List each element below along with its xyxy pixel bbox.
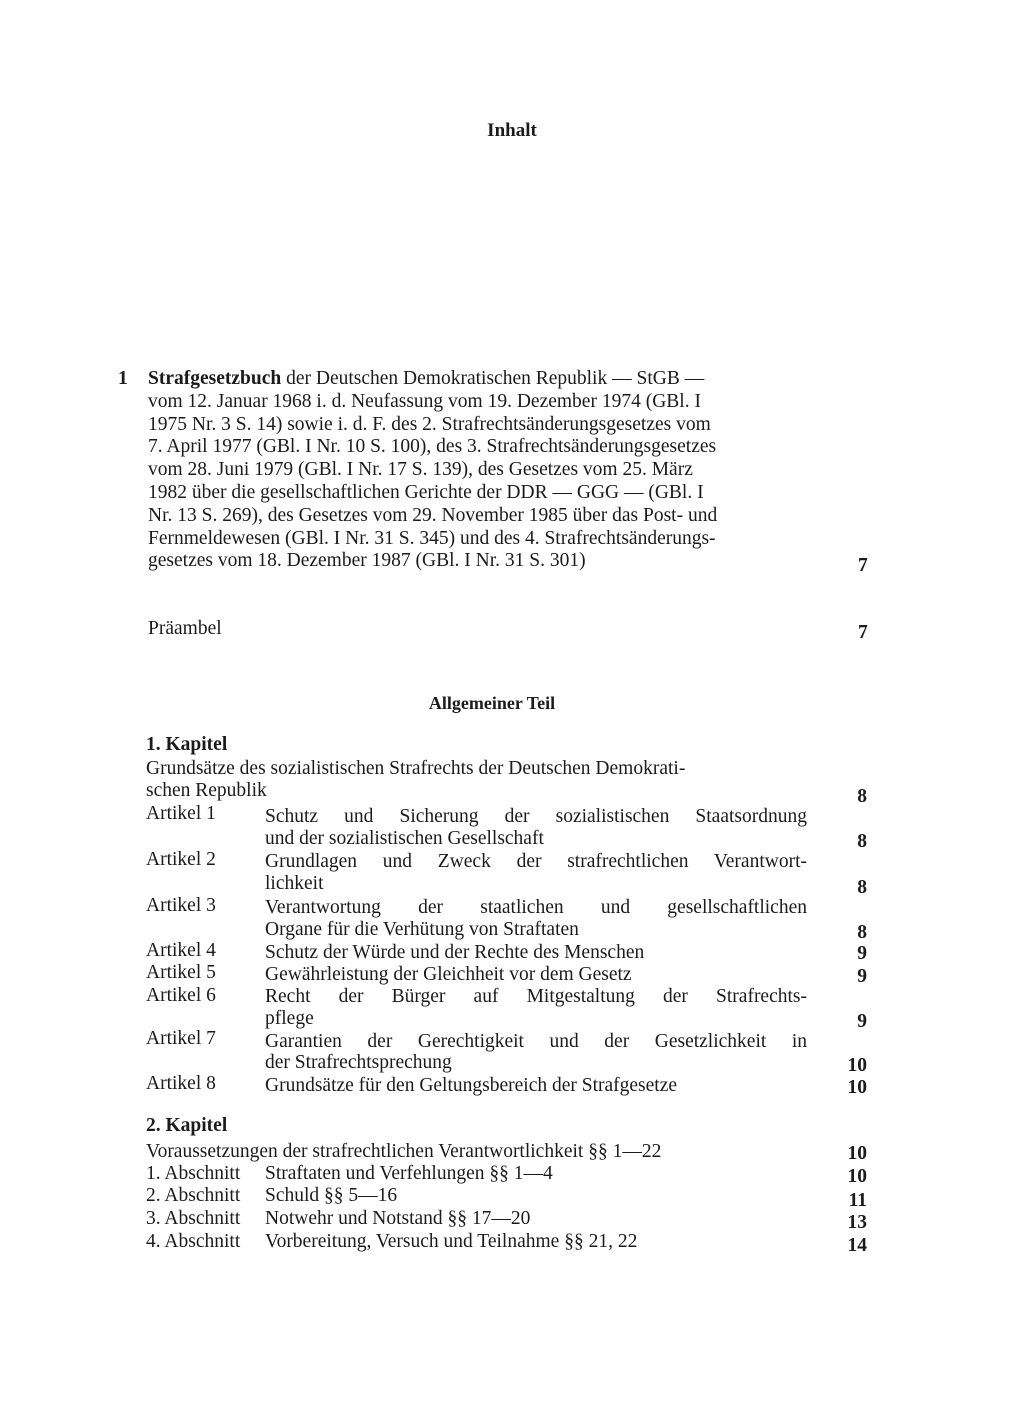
section-label: 3. Abschnitt	[146, 1208, 241, 1229]
page-number: 10	[847, 1055, 867, 1076]
page-number: 8	[857, 786, 867, 807]
article-title-line: pflege	[265, 1008, 314, 1029]
article-label: Artikel 2	[146, 849, 216, 870]
article-label: Artikel 8	[146, 1073, 216, 1094]
page-number: 9	[857, 943, 867, 964]
entry-line: 7. April 1977 (GBl. I Nr. 10 S. 100), des 3. Strafrechtsänderungsgesetzes	[148, 436, 717, 458]
page-number: 9	[857, 966, 867, 987]
section-label: 1. Abschnitt	[146, 1163, 241, 1184]
article-title-line: Schutz der Würde und der Rechte des Menschen	[265, 942, 645, 963]
article-title-line: Schutz und Sicherung der sozialistischen Staatsordnung	[265, 806, 807, 827]
section-label: 2. Abschnitt	[146, 1185, 241, 1206]
section-title: Notwehr und Notstand §§ 17—20	[265, 1208, 531, 1229]
chapter-title-line: schen Republik	[146, 780, 267, 801]
article-label: Artikel 5	[146, 962, 216, 983]
entry-line: 1975 Nr. 3 S. 14) sowie i. d. F. des 2. Strafrechtsänderungsgesetzes vom	[148, 413, 711, 435]
article-title-line: Grundsätze für den Geltungsbereich der Strafgesetze	[265, 1075, 678, 1096]
article-title-line: und der sozialistischen Gesellschaft	[265, 828, 544, 849]
page-number: 10	[847, 1143, 867, 1164]
chapter-title-line: Voraussetzungen der strafrechtlichen Verantwortlichkeit §§ 1—22	[146, 1141, 662, 1162]
page-number: 9	[857, 1011, 867, 1032]
article-title-line: Organe für die Verhütung von Straftaten	[265, 919, 579, 940]
page-number: 13	[847, 1212, 867, 1233]
page-number: 8	[857, 922, 867, 943]
chapter-heading: 1. Kapitel	[146, 734, 228, 755]
entry-line: 1982 über die gesellschaftlichen Gerichte der DDR — GGG — (GBl. I	[148, 481, 704, 503]
section-label: 4. Abschnitt	[146, 1231, 241, 1252]
page-number: 8	[857, 877, 867, 898]
chapter-heading: 2. Kapitel	[146, 1115, 228, 1136]
page-number: 14	[847, 1235, 867, 1256]
entry-text	[148, 368, 816, 573]
entry-line: vom 12. Januar 1968 i. d. Neufassung vom 19. Dezember 1974 (GBl. I	[148, 390, 701, 412]
entry-line: Strafgesetzbuch der Deutschen Demokratischen Republik — StGB —	[148, 368, 705, 389]
section-title: Vorbereitung, Versuch und Teilnahme §§ 21, 22	[265, 1231, 638, 1252]
article-label: Artikel 1	[146, 803, 216, 824]
page-number: 10	[847, 1077, 867, 1098]
article-title-line: Verantwortung der staatlichen und gesellschaftlichen	[265, 897, 807, 918]
page-number: 7	[858, 555, 868, 576]
article-title-line: der Strafrechtsprechung	[265, 1052, 452, 1073]
article-title-line: Gewährleistung der Gleichheit vor dem Gesetz	[265, 964, 632, 985]
entry-line: Nr. 13 S. 269), des Gesetzes vom 29. November 1985 über das Post- und	[148, 504, 718, 526]
toc-entry-praeambel: Präambel	[148, 618, 222, 639]
article-title-line: Grundlagen und Zweck der strafrechtlichen Verantwort-	[265, 851, 807, 872]
page-title: Inhalt	[487, 120, 537, 141]
part-title: Allgemeiner Teil	[428, 693, 556, 713]
page-number: 10	[847, 1166, 867, 1187]
article-label: Artikel 3	[146, 895, 216, 916]
article-title-line: Recht der Bürger auf Mitgestaltung der Strafrechts-	[265, 986, 807, 1007]
entry-number: 1	[118, 368, 128, 389]
article-title-line: lichkeit	[265, 873, 324, 894]
page-number: 7	[858, 622, 868, 643]
article-label: Artikel 7	[146, 1028, 216, 1049]
page-number: 8	[857, 831, 867, 852]
section-title: Schuld §§ 5—16	[265, 1185, 398, 1206]
section-title: Straftaten und Verfehlungen §§ 1—4	[265, 1163, 553, 1184]
entry-line: Fernmeldewesen (GBl. I Nr. 31 S. 345) und des 4. Strafrechtsänderungs-	[148, 527, 716, 549]
entry-bold-title: Strafgesetzbuch	[148, 368, 282, 389]
chapter-title-line: Grundsätze des sozialistischen Strafrechts der Deutschen Demokrati-	[146, 758, 686, 779]
entry-line: gesetzes vom 18. Dezember 1987 (GBl. I Nr. 31 S. 301)	[148, 550, 586, 572]
article-label: Artikel 4	[146, 940, 216, 961]
article-title-line: Garantien der Gerechtigkeit und der Gesetzlichkeit in	[265, 1031, 807, 1052]
page-number: 11	[848, 1190, 867, 1211]
article-label: Artikel 6	[146, 985, 216, 1006]
entry-line: vom 28. Juni 1979 (GBl. I Nr. 17 S. 139), des Gesetzes vom 25. März	[148, 459, 693, 481]
